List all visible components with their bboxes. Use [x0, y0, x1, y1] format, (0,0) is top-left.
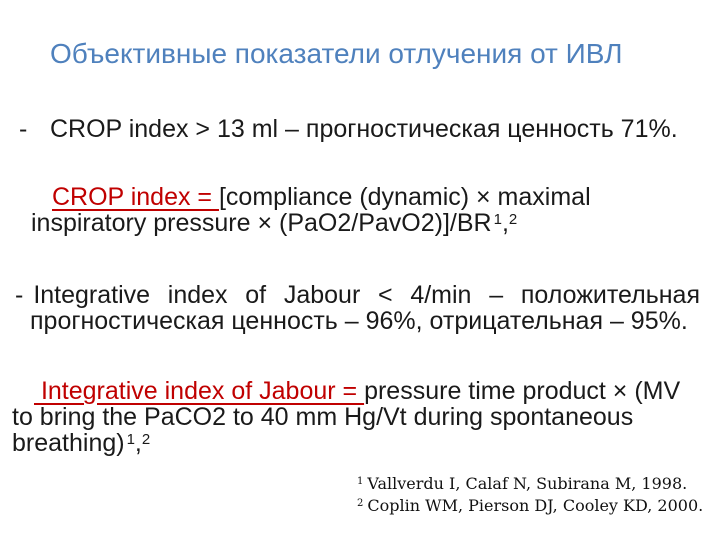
crop-formula-line1: [0, 184, 720, 210]
footnote-1-text: Vallverdu I, Calaf N, Subirana M, 1998.: [367, 474, 688, 493]
jabour-formula: [0, 378, 720, 456]
bullet-jabour-line1: [15, 282, 700, 308]
crop-formula-ref1: 1: [493, 211, 502, 228]
footnote-2-marker: 2: [357, 498, 364, 509]
bullet-dash: -: [19, 115, 28, 143]
bullet-crop-text: CROP index > 13 ml – прогностическая ценность 71%.: [50, 115, 678, 143]
jabour-formula-ref2: 2: [141, 431, 151, 448]
jabour-formula-line3: [0, 430, 720, 456]
jabour-formula-ref1: 1: [126, 431, 135, 448]
jabour-formula-ref-sep: ,: [134, 429, 142, 457]
slide-title: Объективные показатели отлучения от ИВЛ: [50, 38, 623, 69]
bullet-crop-index: [19, 116, 678, 142]
crop-formula-ref2: 2: [508, 211, 518, 228]
bullet-jabour-line2: прогностическая ценность – 96%, отрицательная – 95%.: [30, 307, 688, 335]
crop-formula-label: CROP index =: [52, 183, 219, 211]
crop-formula-line1-rest: [compliance (dynamic) × maximal: [218, 183, 591, 211]
footnote-2-text: Coplin WM, Pierson DJ, Cooley KD, 2000.: [367, 496, 704, 515]
crop-formula-line2: [0, 210, 720, 236]
jabour-formula-line3-text: breathing): [12, 429, 125, 457]
footnote-1: [357, 473, 703, 495]
crop-formula-ref-sep: ,: [501, 209, 509, 237]
jabour-formula-label: Integrative index of Jabour =: [34, 377, 365, 405]
jabour-formula-line1-rest: pressure time product × (MV: [364, 377, 681, 405]
bullet-jabour-line1-text: Integrative index of Jabour < 4/min – положительная: [33, 281, 700, 309]
crop-formula: [0, 184, 720, 236]
footnote-1-marker: 1: [357, 476, 364, 487]
crop-formula-line2-text: inspiratory pressure × (PaO2/PavO2)]/BR: [31, 209, 492, 237]
footnotes: [357, 473, 703, 517]
jabour-formula-line2: to bring the PaCO2 to 40 mm Hg/Vt during spontaneous: [12, 403, 634, 431]
bullet-dash: -: [15, 281, 24, 309]
footnote-2: [357, 495, 703, 517]
bullet-jabour-index: [15, 282, 700, 334]
jabour-formula-line1: [0, 378, 720, 404]
